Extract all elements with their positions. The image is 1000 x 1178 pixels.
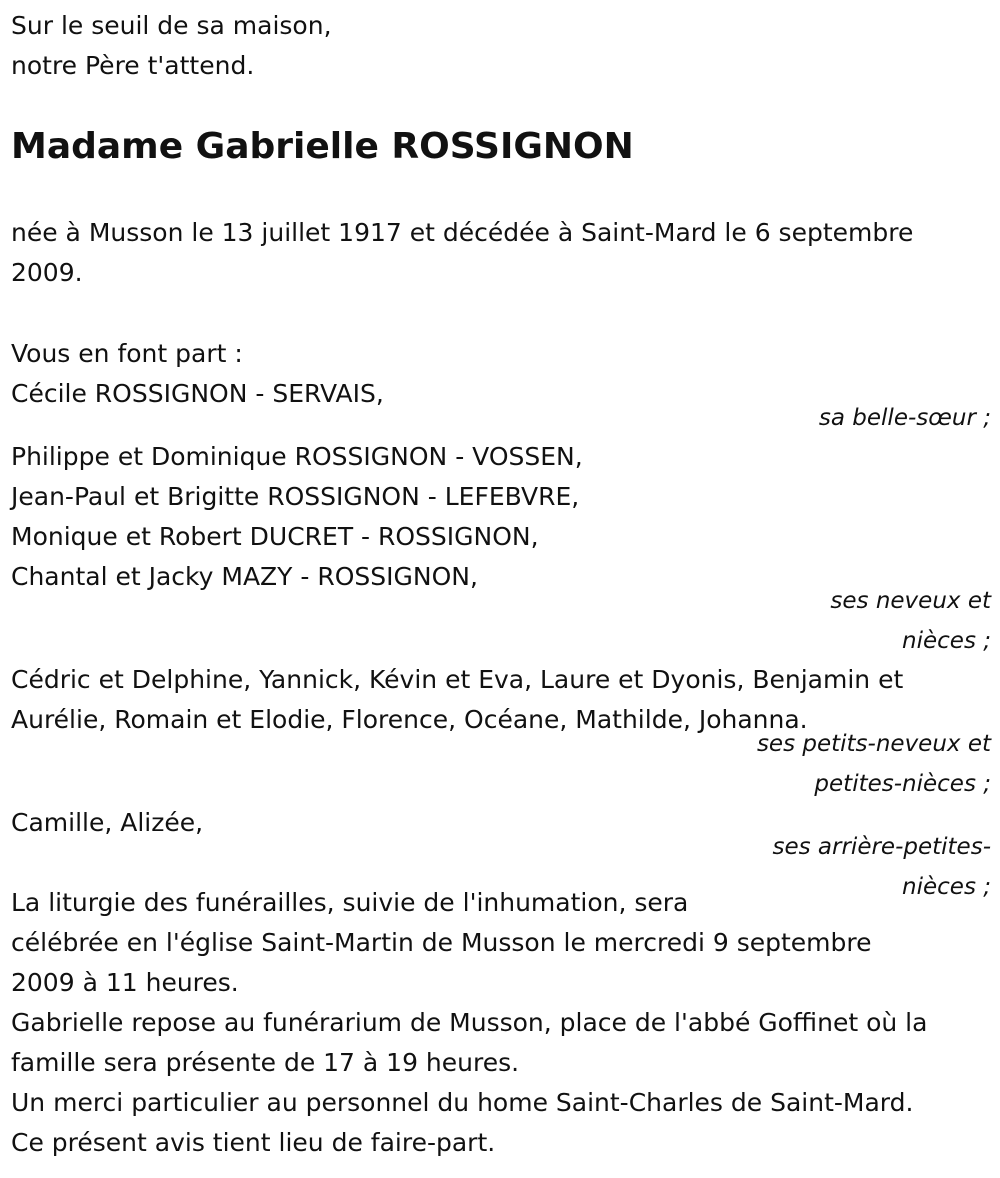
closing-line-4: Gabrielle repose au funérarium de Musson, place de l'abbé Goffinet où la <box>11 1008 928 1037</box>
closing-line-5: famille sera présente de 17 à 19 heures. <box>11 1048 520 1077</box>
birth-death-line-2: 2009. <box>11 258 83 287</box>
family-name-line: Camille, Alizée, <box>11 808 204 837</box>
closing-line-1: La liturgie des funérailles, suivie de l'inhumation, sera <box>11 888 689 917</box>
family-name-line: Aurélie, Romain et Elodie, Florence, Océane, Mathilde, Johanna. <box>11 705 808 734</box>
family-name-line: Cécile ROSSIGNON - SERVAIS, <box>11 379 384 408</box>
relation-label: ses petits-neveux et <box>756 731 991 757</box>
birth-death-line-1: née à Musson le 13 juillet 1917 et décédée à Saint-Mard le 6 septembre <box>11 218 914 247</box>
closing-line-6: Un merci particulier au personnel du home Saint-Charles de Saint-Mard. <box>11 1088 914 1117</box>
relation-label: nièces ; <box>902 628 991 654</box>
closing-line-7: Ce présent avis tient lieu de faire-part. <box>11 1128 496 1157</box>
family-name-line: Jean-Paul et Brigitte ROSSIGNON - LEFEBVRE, <box>11 482 580 511</box>
family-name-line: Philippe et Dominique ROSSIGNON - VOSSEN, <box>11 442 583 471</box>
epigraph-line-1: Sur le seuil de sa maison, <box>11 11 332 40</box>
closing-line-3: 2009 à 11 heures. <box>11 968 239 997</box>
family-name-line: Chantal et Jacky MAZY - ROSSIGNON, <box>11 562 478 591</box>
family-name-line: Cédric et Delphine, Yannick, Kévin et Eva, Laure et Dyonis, Benjamin et <box>11 665 904 694</box>
relation-label: ses arrière-petites- <box>772 834 991 860</box>
closing-line-2: célébrée en l'église Saint-Martin de Musson le mercredi 9 septembre <box>11 928 872 957</box>
relation-label: sa belle-sœur ; <box>818 405 991 431</box>
family-name-line: Monique et Robert DUCRET - ROSSIGNON, <box>11 522 539 551</box>
announcement-intro: Vous en font part : <box>11 339 243 368</box>
relation-label: petites-nièces ; <box>814 771 991 797</box>
epigraph-line-2: notre Père t'attend. <box>11 51 255 80</box>
relation-label: ses neveux et <box>830 588 991 614</box>
deceased-name: Madame Gabrielle ROSSIGNON <box>11 126 634 167</box>
relation-label: nièces ; <box>902 874 991 900</box>
